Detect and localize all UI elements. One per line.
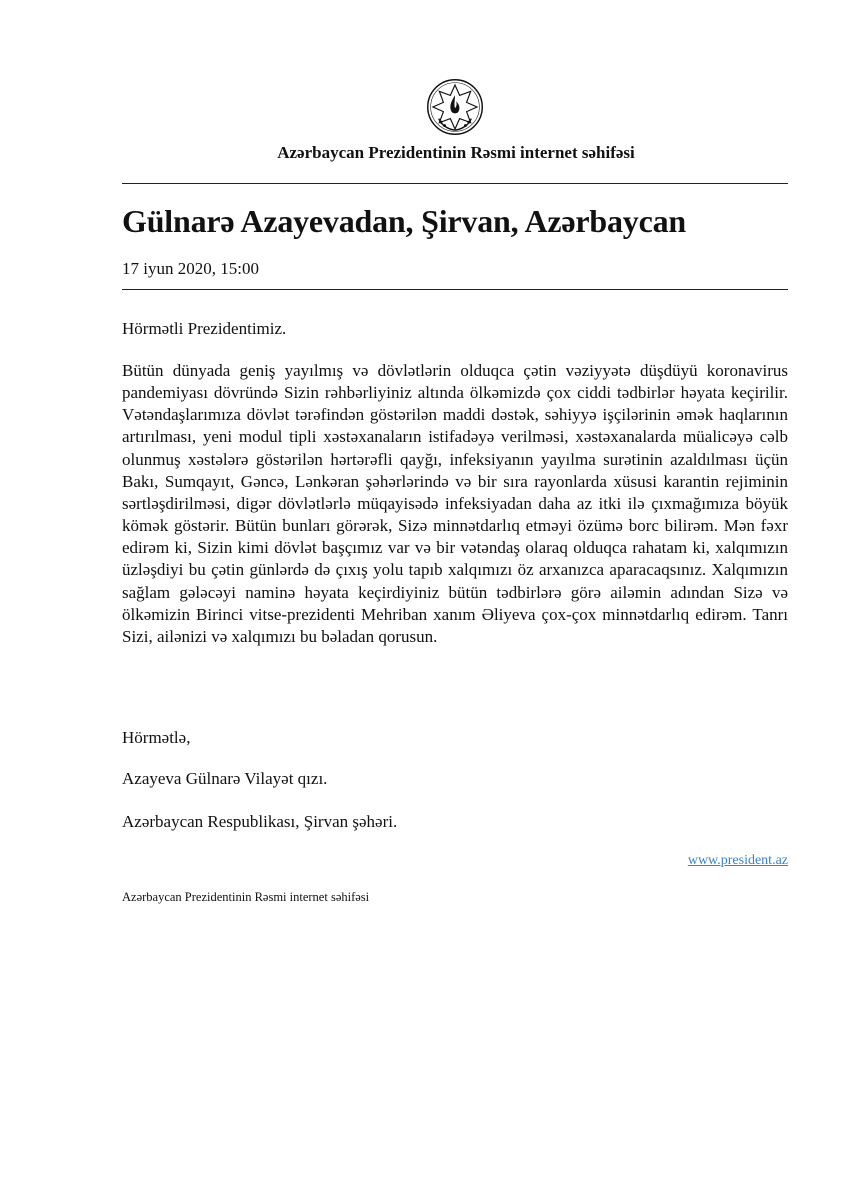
top-divider xyxy=(122,183,788,184)
letter-closing: Hörmətlə, xyxy=(122,728,191,747)
azerbaijan-state-emblem-icon xyxy=(426,78,484,136)
bottom-divider xyxy=(122,289,788,290)
letter-greeting: Hörmətli Prezidentimiz. xyxy=(122,319,287,338)
letter-body: Bütün dünyada geniş yayılmış və dövlətlərin olduqca çətin vəziyyətə düşdüyü koronavirus pandemiyası dövründə Sizin rəhbərliyiniz altında ölkəmizdə çox ciddi tədbirlər həyata keçirilir. Vətəndaşlarımıza dövlət tərəfindən göstərilən maddi dəstək, səhiyyə işçilərinin əmək haqlarının artırılması, yeni modul tipli xəstəxanaların istifadəyə verilməsi, xəstəxanalarda müalicəyə cəlb olunmuş xəstələrə göstərilən hərtərəfli qayğı, infeksiyanın yayılma surətinin azaldılması üçün Bakı, Sumqayıt, Gəncə, Lənkəran şəhərlərində və bir sıra rayonlarda xüsusi karantin rejiminin sərtləşdirilməsi, digər dövlətlərlə müqayisədə infeksiyadan daha az itki ilə çıxmağımıza böyük kömək göstərir. Bütün bunları görərək, Sizə minnətdarlıq etməyi özümə borc bilirəm. Mən fəxr edirəm ki, Sizin kimi dövlət başçımız var və bir vətəndaş olaraq olduqca rahatam ki, xalqımızın üzləşdiyi bu çətin günlərdə də çıxış yolu tapıb xalqımızı öz arxanızca aparacaqsınız. Xalqımızın sağlam gələcəyi naminə həyata keçirdiyiniz bütün tədbirlərə görə ailəmin adından Sizə və ölkəmizin Birinci vitse-prezidenti Mehriban xanım Əliyeva çox-çox minnətdarlıq edirəm. Tanrı Sizi, ailənizi və xalqımızı bu bəladan qorusun. xyxy=(122,361,788,646)
site-title: Azərbaycan Prezidentinin Rəsmi internet səhifəsi xyxy=(277,143,635,162)
publication-date: 17 iyun 2020, 15:00 xyxy=(122,259,259,278)
footer-site-title: Azərbaycan Prezidentinin Rəsmi internet səhifəsi xyxy=(122,890,370,904)
letter-title: Gülnarə Azayevadan, Şirvan, Azərbaycan xyxy=(122,203,686,239)
website-link[interactable]: www.president.az xyxy=(687,853,788,868)
sender-address: Azərbaycan Respublikası, Şirvan şəhəri. xyxy=(122,812,398,831)
sender-name: Azayeva Gülnarə Vilayət qızı. xyxy=(122,769,328,788)
